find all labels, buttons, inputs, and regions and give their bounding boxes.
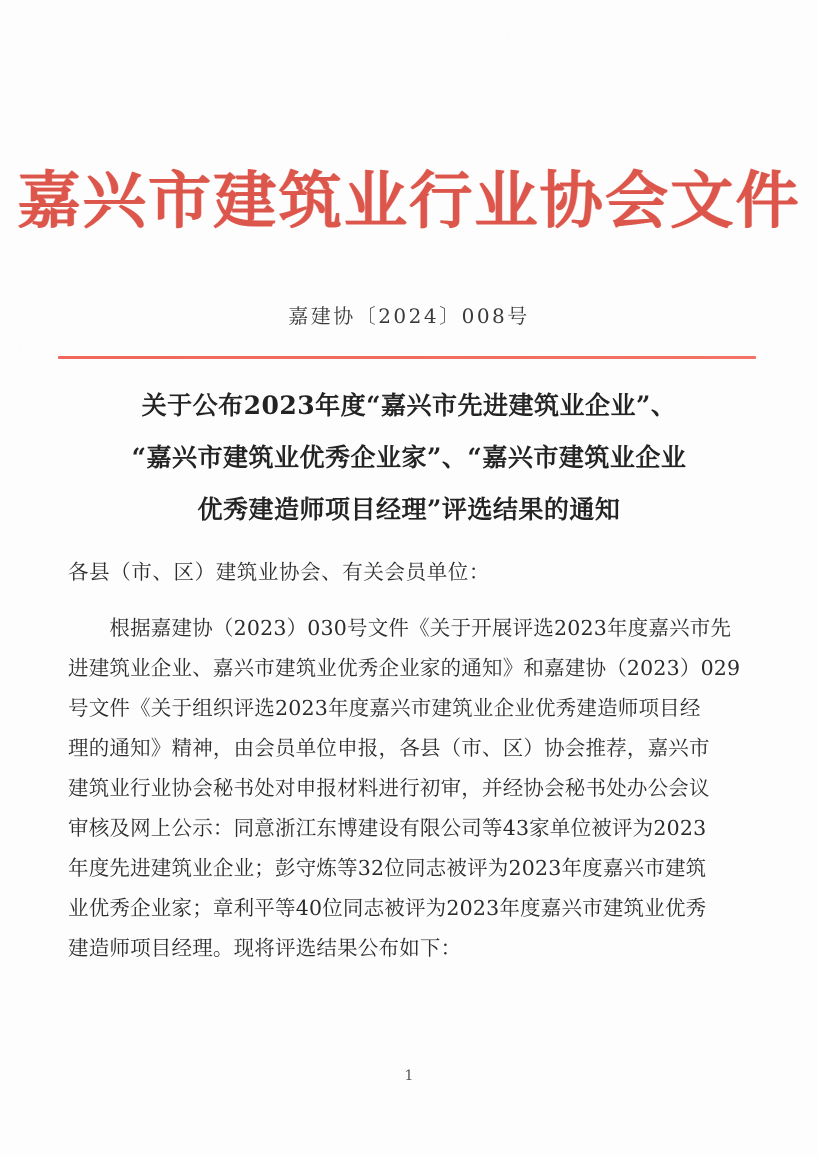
title-line: 优秀建造师项目经理”评选结果的通知	[197, 495, 621, 524]
body-line: 审核及网上公示：同意浙江东博建设有限公司等43家单位被评为2023	[68, 816, 707, 840]
body-line: 业优秀企业家；章利平等40位同志被评为2023年度嘉兴市建筑业优秀	[68, 896, 707, 920]
body-line: 根据嘉建协（2023）030号文件《关于开展评选2023年度嘉兴市先	[68, 616, 732, 640]
document-number: 嘉建协〔2024〕008号	[288, 304, 530, 328]
body-line: 建造师项目经理。现将评选结果公布如下：	[68, 936, 462, 960]
title-line: “嘉兴市建筑业优秀企业家”、“嘉兴市建筑业企业	[131, 443, 687, 472]
body-line: 理的通知》精神，由会员单位申报，各县（市、区）协会推荐，嘉兴市	[68, 736, 710, 760]
document-title	[78, 380, 740, 536]
body-line: 建筑业行业协会秘书处对申报材料进行初审，并经协会秘书处办公会议	[68, 776, 710, 800]
page-number: 1	[404, 1068, 414, 1084]
body-line: 年度先进建筑业企业；彭守炼等32位同志被评为2023年度嘉兴市建筑	[68, 856, 707, 880]
body-line: 号文件《关于组织评选2023年度嘉兴市建筑业企业优秀建造师项目经	[68, 696, 701, 720]
red-divider-rule	[58, 356, 756, 359]
title-line: 关于公布2023年度“嘉兴市先进建筑业企业”、	[141, 391, 677, 420]
body-paragraph	[68, 608, 760, 968]
body-line: 进建筑业企业、嘉兴市建筑业优秀企业家的通知》和嘉建协（2023）029	[68, 656, 741, 680]
masthead	[0, 164, 818, 237]
organization-masthead-title: 嘉兴市建筑业行业协会文件	[17, 164, 801, 237]
salutation: 各县（市、区）建筑业协会、有关会员单位：	[68, 560, 490, 584]
